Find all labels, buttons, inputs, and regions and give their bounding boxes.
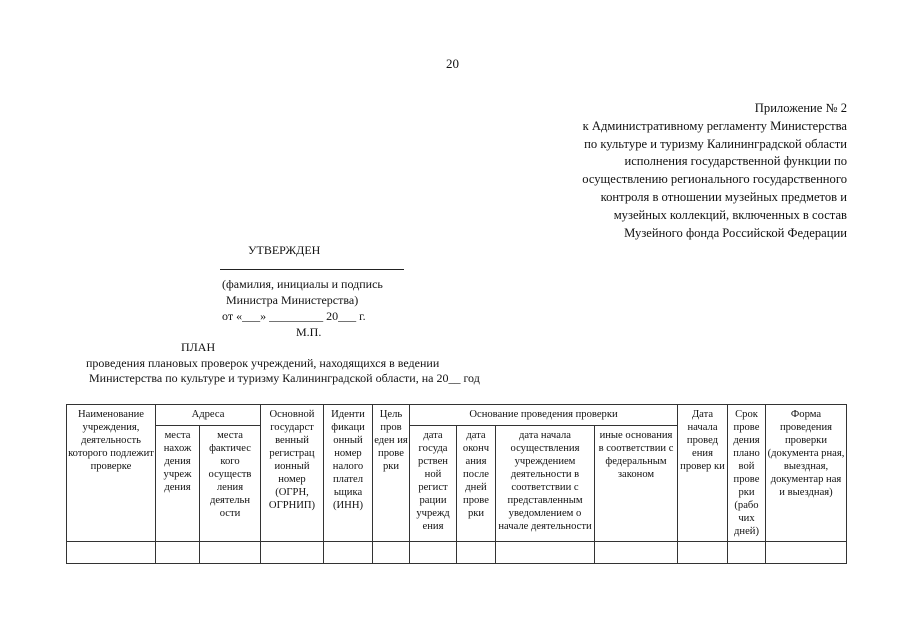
table-cell [373, 542, 410, 564]
table-cell [67, 542, 156, 564]
signature-caption: (фамилия, инициалы и подпись [222, 277, 383, 291]
appendix-line: осуществлению регионального государственного [582, 172, 847, 187]
header-basis-registration-date: дата госуда рствен ной регист рации учрежд ения [410, 425, 457, 541]
appendix-line: по культуре и туризму Калининградской области [584, 136, 847, 151]
appendix-line: исполнения государственной функции по [624, 154, 847, 169]
header-inn: Иденти фикаци онный номер налого плател ьщика (ИНН) [324, 405, 373, 542]
plan-heading [0, 340, 905, 387]
appendix-line: Музейного фонда Российской Федерации [624, 225, 847, 240]
table-cell [261, 542, 324, 564]
header-start-date: Дата начала провед ения провер ки [678, 405, 728, 542]
header-basis-start-activity: дата начала осуществления учреждением деятельности в соответствии с представленным уведомлением о начале деятельности [496, 425, 595, 541]
table-cell [156, 542, 200, 564]
plan-subtitle-1: проведения плановых проверок учреждений, находящихся в ведении [86, 355, 440, 370]
header-purpose: Цель пров еден ия прове рки [373, 405, 410, 542]
appendix-line: Приложение № 2 [754, 101, 847, 115]
table-cell [200, 542, 261, 564]
header-duration: Срок прове дения плано вой прове рки (рабо чих дней) [728, 405, 766, 542]
appendix-line: музейных коллекций, включенных в состав [613, 207, 847, 222]
table-cell [595, 542, 678, 564]
approval-date: от «___» _________ 20___ г. [222, 309, 366, 323]
page-number: 20 [446, 56, 459, 71]
signature-caption-2: Министра Министерства) [226, 293, 359, 307]
table-cell [457, 542, 496, 564]
header-address-location: места нахож дения учреж дения [156, 425, 200, 541]
header-ogrn: Основной государст венный регистрац ионный номер (ОГРН, ОГРНИП) [261, 405, 324, 542]
appendix-line: контроля в отношении музейных предметов и [600, 189, 847, 204]
appendix-header [507, 100, 847, 242]
approval-block [214, 242, 414, 340]
plan-title: ПЛАН [181, 340, 216, 354]
table-cell [766, 542, 847, 564]
table-cell [324, 542, 373, 564]
table-cell [496, 542, 595, 564]
inspection-plan-table [66, 404, 847, 564]
plan-subtitle-2: Министерства по культуре и туризму Калининградской области, на 20__ год [89, 371, 480, 385]
signature-line [220, 269, 404, 270]
header-basis-last-check: дата оконч ания после дней прове рки [457, 425, 496, 541]
table-cell [678, 542, 728, 564]
header-name: Наименование учреждения, деятельность которого подлежит проверке [67, 405, 156, 542]
header-addresses: Адреса [156, 405, 261, 426]
table-row [67, 542, 847, 564]
header-basis: Основание проведения проверки [410, 405, 678, 426]
table-cell [728, 542, 766, 564]
appendix-line: к Административному регламенту Министерства [582, 118, 847, 133]
table-cell [410, 542, 457, 564]
header-form: Форма проведения проверки (документа рная, выездная, документар ная и выездная) [766, 405, 847, 542]
stamp-place: М.П. [296, 325, 322, 339]
header-basis-other: иные основания в соответствии с федеральным законом [595, 425, 678, 541]
header-address-activity: места фактичес кого осуществ ления деятельн ости [200, 425, 261, 541]
approval-title: УТВЕРЖДЕН [248, 243, 321, 257]
